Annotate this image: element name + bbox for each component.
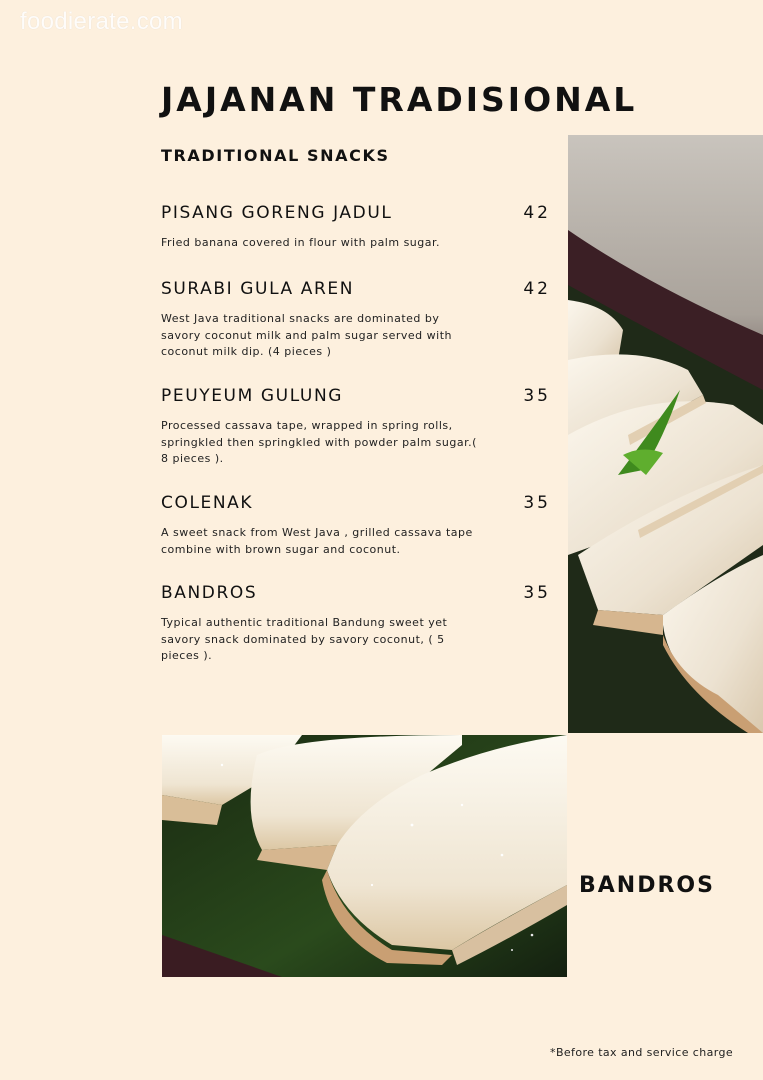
- feature-caption: BANDROS: [579, 873, 715, 898]
- menu-item-name: BANDROS: [161, 583, 258, 603]
- section-subtitle: TRADITIONAL SNACKS: [161, 146, 390, 165]
- menu-item-description: Typical authentic traditional Bandung sweet yet savory snack dominated by savory coconut, ( 5 pieces ).: [161, 616, 448, 662]
- menu-item-name: PISANG GORENG JADUL: [161, 203, 393, 223]
- menu-item-description: West Java traditional snacks are dominated by savory coconut milk and palm sugar served with coconut milk dip. (4 pieces ): [161, 312, 452, 358]
- page-title: JAJANAN TRADISIONAL: [161, 80, 638, 119]
- snack-photo-bottom: [162, 735, 567, 977]
- menu-item-description: Fried banana covered in flour with palm sugar.: [161, 236, 441, 249]
- menu-item-price: 42: [523, 279, 551, 299]
- watermark-text: foodierate.com: [20, 8, 183, 35]
- footnote: *Before tax and service charge: [550, 1046, 733, 1059]
- menu-item-name: COLENAK: [161, 493, 254, 513]
- snack-photo-right: [568, 135, 763, 733]
- menu-item-name: PEUYEUM GULUNG: [161, 386, 344, 406]
- menu-item-description: Processed cassava tape, wrapped in spring rolls, springkled then springkled with powder palm sugar.( 8 pieces ).: [161, 419, 477, 465]
- menu-item-description: A sweet snack from West Java , grilled cassava tape combine with brown sugar and coconut.: [161, 526, 473, 556]
- menu-item-price: 35: [523, 386, 551, 406]
- menu-item-price: 35: [523, 493, 551, 513]
- menu-item-price: 42: [523, 203, 551, 223]
- menu-item-name: SURABI GULA AREN: [161, 279, 355, 299]
- menu-item-price: 35: [523, 583, 551, 603]
